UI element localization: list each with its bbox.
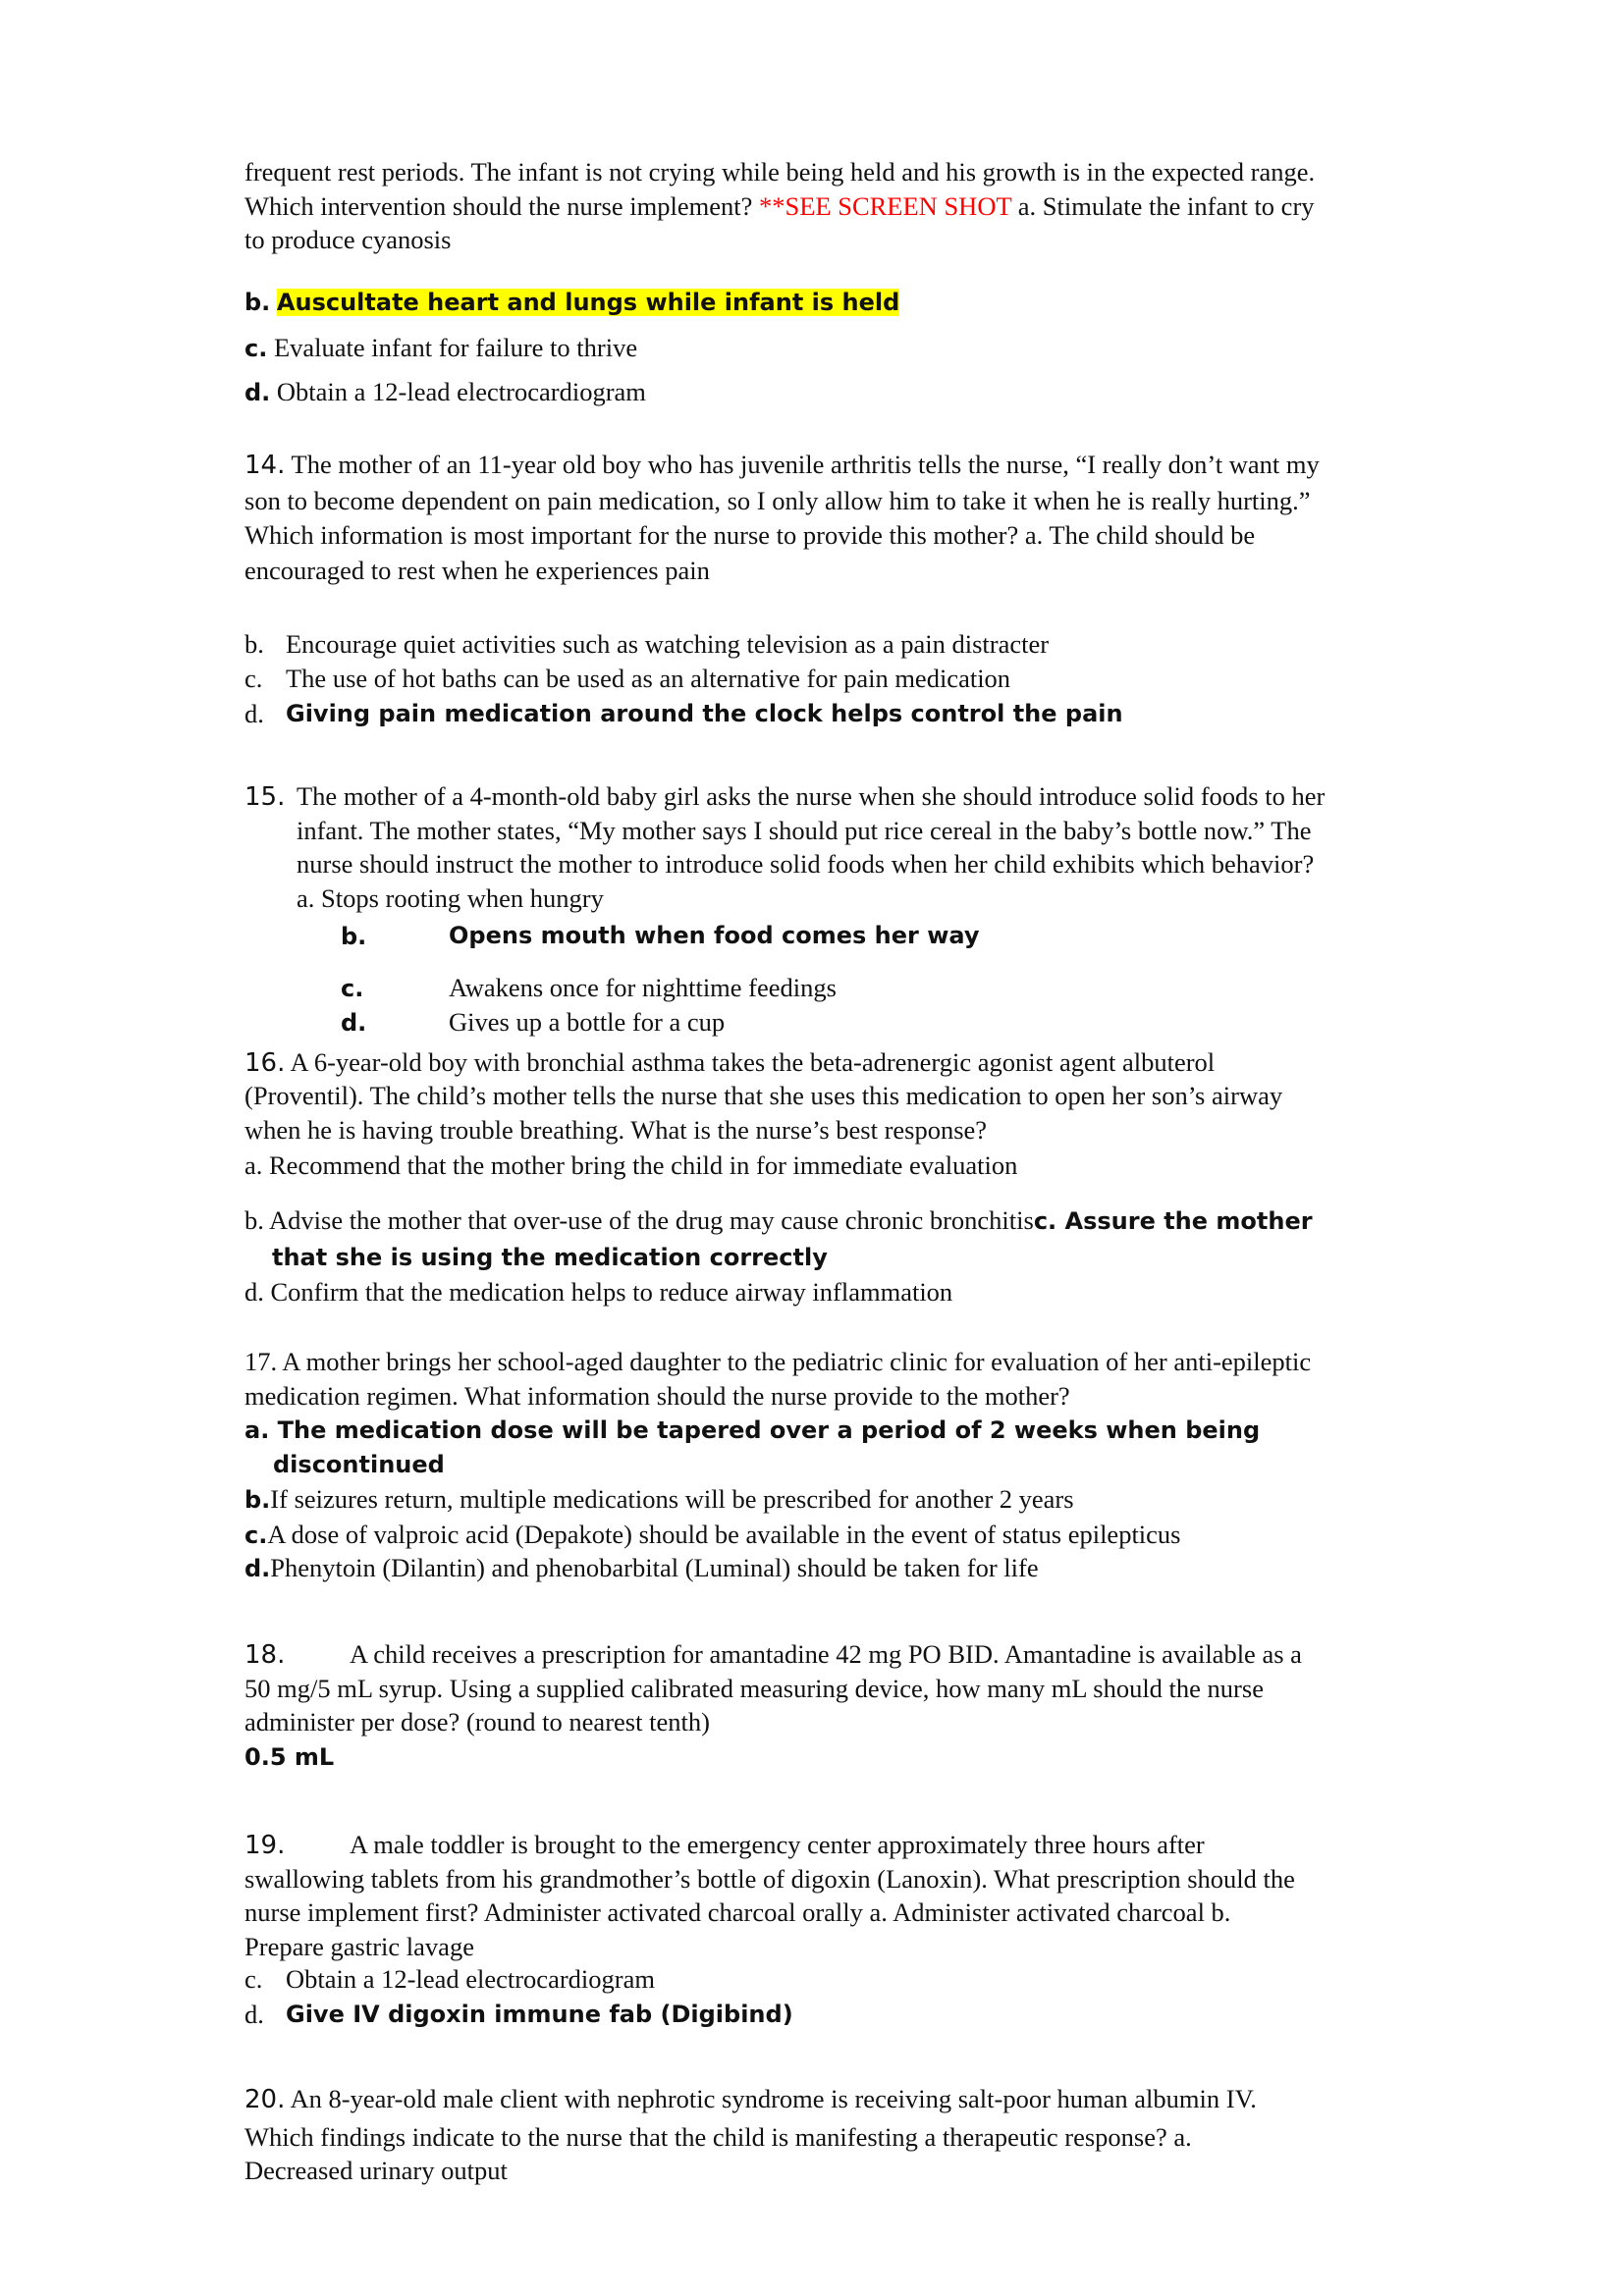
q19-option-d: d. Give IV digoxin immune fab (Digibind) — [244, 2000, 793, 2029]
q18-stem-line: 18. A child receives a prescription for amantadine 42 mg PO BID. Amantadine is available as a — [244, 1639, 1302, 1670]
q16-option-b: b. Advise the mother that over-use of the drug may cause chronic bronchitisc. Assure the mother — [244, 1205, 1313, 1235]
q13-stem-line: frequent rest periods. The infant is not crying while being held and his growth is in the expected range. — [244, 157, 1316, 187]
q17-option-c: c.A dose of valproic acid (Depakote) should be available in the event of status epilepticus — [244, 1520, 1181, 1549]
q14-option-b: b. Encourage quiet activities such as watching television as a pain distracter — [244, 629, 1050, 659]
q13-option-d: d. Obtain a 12-lead electrocardiogram — [244, 377, 646, 406]
q16-option-d: d. Confirm that the medication helps to reduce airway inflammation — [244, 1277, 953, 1307]
q14-stem-line: encouraged to rest when he experiences pain — [244, 556, 710, 585]
q20-stem-line: 20. An 8-year-old male client with nephrotic syndrome is receiving salt-poor human albumin IV. — [244, 2084, 1257, 2114]
q13-option-b: b. Auscultate heart and lungs while infant is held — [244, 289, 900, 316]
q14-option-d: d. Giving pain medication around the clock helps control the pain — [244, 699, 1123, 728]
q19-stem-line: 19. A male toddler is brought to the emergency center approximately three hours after — [244, 1830, 1205, 1860]
q17-option-a: a. The medication dose will be tapered over a period of 2 weeks when being — [244, 1416, 1261, 1444]
q16-stem-line: (Proventil). The child’s mother tells the nurse that she uses this medication to open her son’s airway — [244, 1081, 1283, 1110]
q14-stem-line: Which information is most important for the nurse to provide this mother? a. The child should be — [244, 520, 1256, 550]
q14-stem-line: son to become dependent on pain medication, so I only allow him to take it when he is really hurting.” — [244, 486, 1311, 515]
q17-option-b: b.If seizures return, multiple medications will be prescribed for another 2 years — [244, 1484, 1074, 1514]
q16-option-c-cont: that she is using the medication correctly — [272, 1244, 828, 1271]
q16-stem-line: when he is having trouble breathing. What is the nurse’s best response? — [244, 1115, 988, 1145]
q19-option-c: c. Obtain a 12-lead electrocardiogram — [244, 1964, 655, 1994]
screenshot-note: **SEE SCREEN SHOT — [758, 191, 1012, 221]
highlighted-answer: Auscultate heart and lungs while infant is held — [276, 289, 900, 316]
q15-stem-line: infant. The mother states, “My mother says I should put rice cereal in the baby’s bottle now.” The — [297, 816, 1312, 845]
q18-answer: 0.5 mL — [244, 1743, 335, 1771]
q15-option-c: c. Awakens once for nighttime feedings — [341, 973, 837, 1002]
q19-stem-line: nurse implement first? Administer activated charcoal orally a. Administer activated charcoal b. — [244, 1897, 1231, 1927]
q17-stem-line: 17. A mother brings her school-aged daughter to the pediatric clinic for evaluation of her anti-epileptic — [244, 1347, 1312, 1376]
q17-option-d: d.Phenytoin (Dilantin) and phenobarbital (Luminal) should be taken for life — [244, 1553, 1039, 1582]
q20-stem-line: Decreased urinary output — [244, 2156, 508, 2185]
q15-stem-line: 15. The mother of a 4-month-old baby girl asks the nurse when she should introduce solid foods to her — [244, 781, 1326, 812]
q16-option-a: a. Recommend that the mother bring the child in for immediate evaluation — [244, 1150, 1018, 1180]
q18-stem-line: 50 mg/5 mL syrup. Using a supplied calibrated measuring device, how many mL should the nurse — [244, 1674, 1264, 1703]
q16-stem-line: 16. A 6-year-old boy with bronchial asthma takes the beta-adrenergic agonist agent albuterol — [244, 1047, 1216, 1078]
q20-stem-line: Which findings indicate to the nurse that the child is manifesting a therapeutic response? a. — [244, 2122, 1192, 2152]
q19-stem-line: Prepare gastric lavage — [244, 1932, 474, 1961]
q15-option-a: a. Stops rooting when hungry — [297, 883, 604, 913]
q15-option-b: b. Opens mouth when food comes her way — [341, 922, 980, 950]
q14-stem-line: 14. The mother of an 11-year old boy who has juvenile arthritis tells the nurse, “I really don’t want my — [244, 450, 1320, 480]
q15-stem-line: nurse should instruct the mother to introduce solid foods when her child exhibits which behavior? — [297, 849, 1315, 879]
q18-stem-line: administer per dose? (round to nearest tenth) — [244, 1707, 710, 1736]
q13-option-c: c. Evaluate infant for failure to thrive — [244, 333, 638, 362]
q16-option-c: c. Assure the mother — [1033, 1207, 1313, 1235]
q13-stem-line: to produce cyanosis — [244, 225, 452, 254]
q14-option-c: c. The use of hot baths can be used as an alternative for pain medication — [244, 664, 1011, 693]
q13-stem-line: Which intervention should the nurse implement? **SEE SCREEN SHOT a. Stimulate the infant to cry — [244, 191, 1315, 221]
q17-option-a-cont: discontinued — [273, 1451, 445, 1478]
q19-stem-line: swallowing tablets from his grandmother’s bottle of digoxin (Lanoxin). What prescription should the — [244, 1864, 1295, 1894]
q17-stem-line: medication regimen. What information should the nurse provide to the mother? — [244, 1381, 1070, 1411]
q15-option-d: d. Gives up a bottle for a cup — [341, 1007, 726, 1037]
